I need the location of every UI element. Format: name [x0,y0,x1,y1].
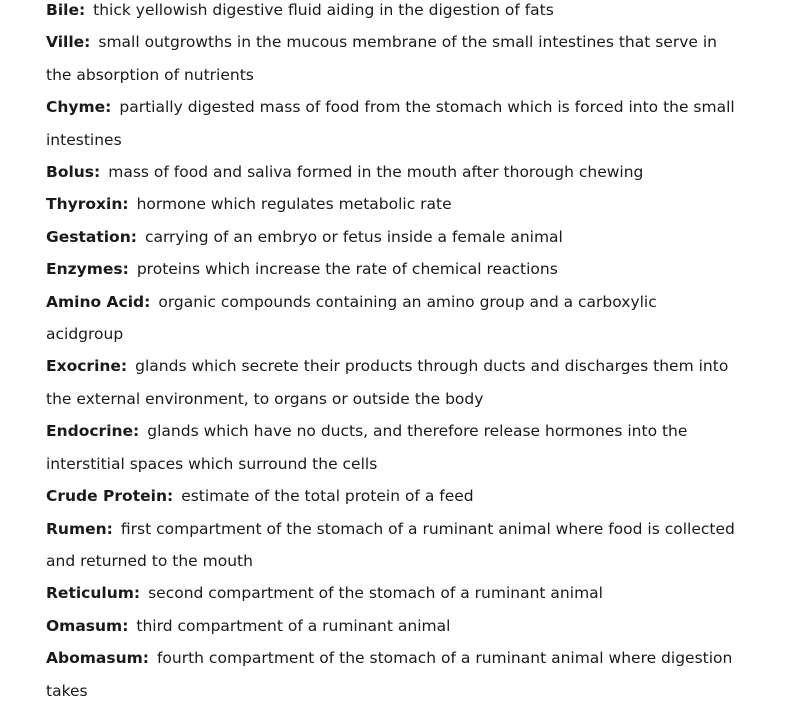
glossary-term: Amino Acid: [46,292,151,311]
glossary-term: Rumen: [46,519,113,538]
glossary-document [46,0,736,707]
glossary-entry-crude-protein [46,480,736,512]
glossary-entry-enzymes [46,253,736,285]
glossary-definition: partially digested mass of food from the stomach which is forced into the small intestines [46,98,735,149]
glossary-definition: third compartment of a ruminant animal [136,616,451,635]
glossary-entry-chyme [46,91,736,156]
glossary-definition: estimate of the total protein of a feed [181,487,474,506]
glossary-definition: proteins which increase the rate of chemical reactions [136,260,558,279]
glossary-term: Gestation: [46,227,137,246]
glossary-entry-ville [46,26,736,91]
glossary-term: Chyme: [46,98,112,117]
glossary-term: Ville: [46,33,91,52]
glossary-definition: carrying of an embryo or fetus inside a female animal [144,227,563,246]
glossary-term: Endocrine: [46,422,140,441]
glossary-definition: small outgrowths in the mucous membrane of the small intestines that serve in the absorption of nutrients [46,33,717,84]
glossary-definition: second compartment of the stomach of a ruminant animal [148,584,603,603]
glossary-term: Crude Protein: [46,487,174,506]
glossary-definition: organic compounds containing an amino group and a carboxylic acidgroup [46,292,657,344]
glossary-entry-reticulum [46,577,736,609]
glossary-definition: mass of food and saliva formed in the mouth after thorough chewing [108,163,644,182]
glossary-term: Abomasum: [46,649,149,668]
glossary-entry-bolus [46,156,736,188]
glossary-definition: fourth compartment of the stomach of a ruminant animal where digestion takes [46,649,733,700]
glossary-entry-abomasum [46,642,736,707]
glossary-term: Enzymes: [46,260,129,279]
glossary-term: Bolus: [46,163,101,182]
glossary-entry-gestation [46,221,736,253]
glossary-entry-endocrine [46,415,736,480]
glossary-entry-bile [46,0,736,26]
glossary-definition: hormone which regulates metabolic rate [136,195,452,214]
glossary-definition: first compartment of the stomach of a ruminant animal where food is collected and returned to the mouth [46,519,735,570]
glossary-term: Omasum: [46,616,129,635]
glossary-term: Thyroxin: [46,195,129,214]
glossary-definition: glands which secrete their products through ducts and discharges them into the external environment, to organs or outside the body [46,357,729,408]
glossary-entry-thyroxin [46,188,736,220]
glossary-term: Bile: [46,1,86,19]
glossary-entry-exocrine [46,350,736,415]
glossary-term: Exocrine: [46,357,128,376]
glossary-definition: glands which have no ducts, and therefore release hormones into the interstitial spaces which surround the cells [46,422,688,473]
glossary-entry-amino-acid [46,286,736,351]
glossary-entry-omasum [46,610,736,642]
glossary-term: Reticulum: [46,584,141,603]
glossary-definition: thick yellowish digestive fluid aiding in the digestion of fats [93,1,554,19]
glossary-entry-rumen [46,513,736,578]
